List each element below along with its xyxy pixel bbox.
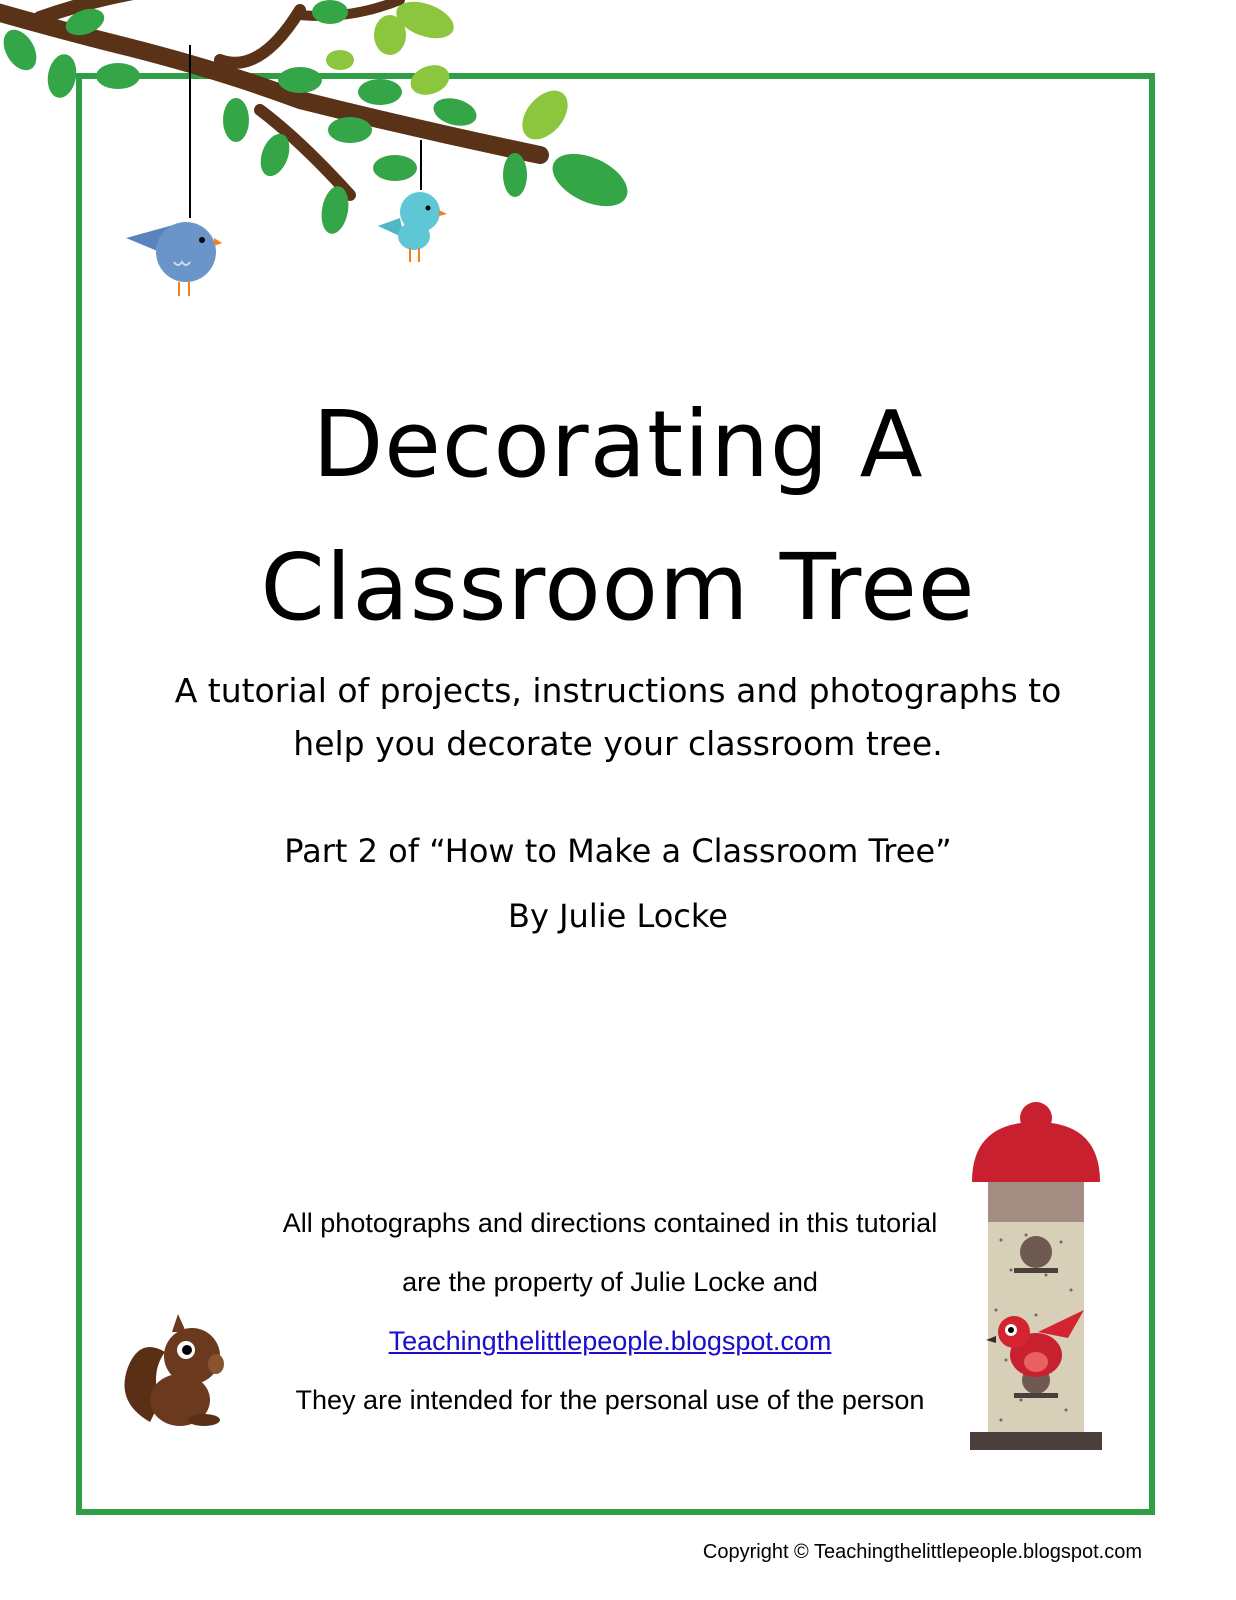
part-line: Part 2 of “How to Make a Classroom Tree” xyxy=(284,832,952,870)
property-notice xyxy=(230,1194,990,1430)
notice-line-1: All photographs and directions contained in this tutorial xyxy=(282,1208,938,1238)
author-line: By Julie Locke xyxy=(508,897,728,935)
subtitle xyxy=(0,664,1236,770)
title-line-2: Classroom Tree xyxy=(260,534,976,641)
blue-bird-illustration xyxy=(124,210,234,300)
teal-bird-illustration xyxy=(376,188,456,268)
notice-line-2: are the property of Julie Locke and xyxy=(402,1267,818,1297)
title-line-1: Decorating A xyxy=(312,391,924,498)
subtitle-line-2: help you decorate your classroom tree. xyxy=(293,724,943,763)
subtitle-line-1: A tutorial of projects, instructions and photographs to xyxy=(174,671,1062,710)
notice-line-4: They are intended for the personal use of the person xyxy=(295,1385,925,1415)
tree-branch-illustration xyxy=(0,0,640,240)
copyright-notice: Copyright © Teachingthelittlepeople.blogspot.com xyxy=(702,1541,1142,1563)
squirrel-illustration xyxy=(120,1312,230,1432)
blog-link[interactable]: Teachingthelittlepeople.blogspot.com xyxy=(388,1326,832,1356)
bird-feeder-illustration xyxy=(966,1100,1106,1450)
